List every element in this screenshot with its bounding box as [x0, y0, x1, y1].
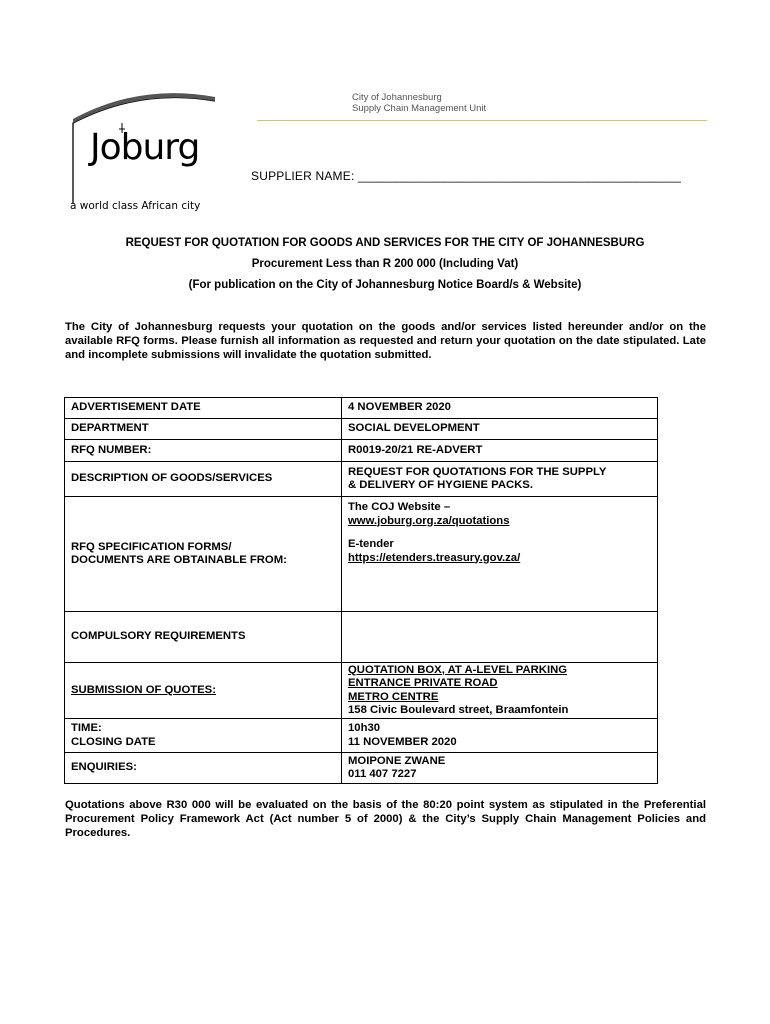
- compulsory-requirements-label: COMPULSORY REQUIREMENTS: [65, 612, 342, 663]
- submission-label-text: SUBMISSION OF QUOTES:: [71, 683, 216, 696]
- table-row: [65, 497, 658, 612]
- submission-label: [65, 663, 342, 719]
- table-row: [65, 398, 658, 419]
- table-row: [65, 753, 658, 784]
- table-row: [65, 612, 658, 663]
- evaluation-note: Quotations above R30 000 will be evaluated on the basis of the 80:20 point system as stipulated in the Preferential Procurement Policy Framework Act (Act number 5 of 2000) & the City’s Supply Chain Management Policies and Procedures.: [65, 799, 706, 839]
- closing-date: 11 NOVEMBER 2020: [348, 735, 457, 748]
- time-label-line-1: TIME:: [71, 722, 102, 734]
- table-row: [65, 419, 658, 440]
- description-value: [342, 462, 658, 497]
- header-divider: [257, 120, 707, 121]
- rfq-details-table: [64, 397, 658, 784]
- enquiries-contact: MOIPONE ZWANE: [348, 754, 446, 767]
- enquiries-label: ENQUIRIES:: [65, 753, 342, 784]
- spec-forms-value: [342, 497, 658, 612]
- time-label-line-2: CLOSING DATE: [71, 735, 156, 748]
- department-label: DEPARTMENT: [65, 419, 342, 440]
- department-value: SOCIAL DEVELOPMENT: [342, 419, 658, 440]
- closing-time: 10h30: [348, 722, 381, 734]
- enquiries-phone: 011 407 7227: [348, 768, 417, 780]
- spec-forms-label: [65, 497, 342, 612]
- compulsory-requirements-value: [342, 612, 658, 663]
- spec-label-line-1: RFQ SPECIFICATION FORMS/: [71, 540, 232, 553]
- advert-date-label: ADVERTISEMENT DATE: [65, 398, 342, 419]
- submission-line-3: METRO CENTRE: [348, 690, 439, 703]
- intro-paragraph: The City of Johannesburg requests your quotation on the goods and/or services listed hereunder and/or on the available RFQ forms. Please furnish all information as requested and return your quotation on the date stipulated. Late and incomplete submissions will invalidate the quotation submitted.: [65, 321, 706, 361]
- logo-wordmark: Joburg: [90, 127, 200, 168]
- logo-tagline: a world class African city: [70, 200, 201, 212]
- time-value: [342, 719, 658, 753]
- document-title: REQUEST FOR QUOTATION FOR GOODS AND SERVICES FOR THE CITY OF JOHANNESBURG: [125, 237, 645, 249]
- etenders-link[interactable]: https://etenders.treasury.gov.za/: [348, 551, 521, 564]
- description-line-1: REQUEST FOR QUOTATIONS FOR THE SUPPLY: [348, 465, 607, 478]
- description-line-2: & DELIVERY OF HYGIENE PACKS.: [348, 479, 533, 491]
- spec-source-1: The COJ Website –: [348, 501, 451, 513]
- org-line-1: City of Johannesburg: [352, 92, 442, 103]
- time-label: [65, 719, 342, 753]
- enquiries-value: [342, 753, 658, 784]
- submission-value: [342, 663, 658, 719]
- table-row: [65, 440, 658, 462]
- advert-date-value: 4 NOVEMBER 2020: [342, 398, 658, 419]
- rfq-number-value: R0019-20/21 RE-ADVERT: [342, 440, 658, 462]
- supplier-name-field[interactable]: SUPPLIER NAME: _______________________________________________: [251, 169, 682, 183]
- table-row: [65, 719, 658, 753]
- table-row: [65, 462, 658, 497]
- joburg-quotations-link[interactable]: www.joburg.org.za/quotations: [348, 514, 510, 527]
- document-subtitle: Procurement Less than R 200 000 (Including Vat): [251, 258, 519, 270]
- submission-line-4: 158 Civic Boulevard street, Braamfontein: [348, 704, 569, 716]
- rfq-number-label: RFQ NUMBER:: [65, 440, 342, 462]
- publication-note: (For publication on the City of Johannesburg Notice Board/s & Website): [188, 279, 582, 291]
- submission-line-2: ENTRANCE PRIVATE ROAD: [348, 677, 498, 689]
- description-label: DESCRIPTION OF GOODS/SERVICES: [65, 462, 342, 497]
- spec-label-line-2: DOCUMENTS ARE OBTAINABLE FROM:: [71, 554, 287, 566]
- org-line-2: Supply Chain Management Unit: [352, 103, 487, 114]
- org-name: [352, 92, 486, 114]
- submission-line-1: QUOTATION BOX, AT A-LEVEL PARKING: [348, 663, 568, 676]
- table-row: [65, 663, 658, 719]
- spec-source-2: E-tender: [348, 538, 394, 550]
